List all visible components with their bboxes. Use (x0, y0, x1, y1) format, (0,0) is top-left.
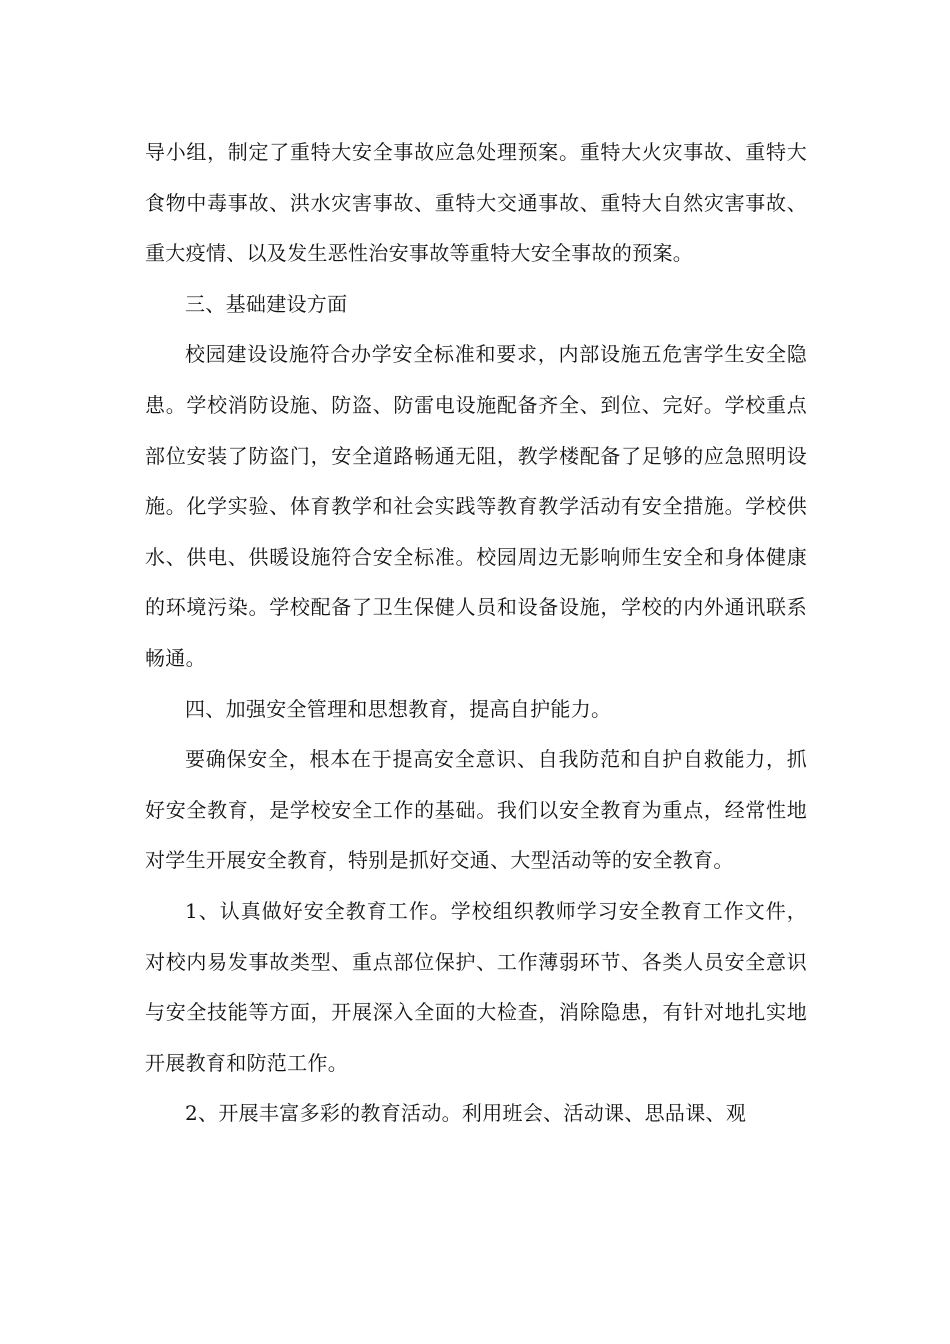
document-body (145, 127, 807, 1139)
section-heading-safety-education: 四、加强安全管理和思想教育，提高自护能力。 (185, 696, 612, 721)
paragraph-infrastructure: 校园建设设施符合办学安全标准和要求，内部设施五危害学生安全隐患。学校消防设施、防盗、防雷电设施配备齐全、到位、完好。学校重点部位安装了防盗门，安全道路畅通无阻，教学楼配备了足够的应急照明设施。化学实验、体育教学和社会实践等教育教学活动有安全措施。学校供水、供电、供暖设施符合安全标准。校园周边无影响师生安全和身体健康的环境污染。学校配备了卫生保健人员和设备设施，学校的内外通讯联系畅通。 (145, 342, 807, 670)
paragraph-item-2: 2、开展丰富多彩的教育活动。利用班会、活动课、思品课、观 (185, 1101, 747, 1126)
section-heading-infrastructure: 三、基础建设方面 (185, 291, 348, 316)
paragraph-safety-awareness: 要确保安全，根本在于提高安全意识、自我防范和自护自救能力，抓好安全教育，是学校安全工作的基础。我们以安全教育为重点，经常性地对学生开展安全教育，特别是抓好交通、大型活动等的安全教育。 (145, 747, 807, 873)
paragraph-item-1: 1、认真做好安全教育工作。学校组织教师学习安全教育工作文件，对校内易发事故类型、重点部位保护、工作薄弱环节、各类人员安全意识与安全技能等方面，开展深入全面的大检查，消除隐患，有针对地扎实地开展教育和防范工作。 (145, 898, 807, 1075)
paragraph-emergency-plans: 导小组，制定了重特大安全事故应急处理预案。重特大火灾事故、重特大食物中毒事故、洪水灾害事故、重特大交通事故、重特大自然灾害事故、重大疫情、以及发生恶性治安事故等重特大安全事故的预案。 (145, 140, 807, 266)
